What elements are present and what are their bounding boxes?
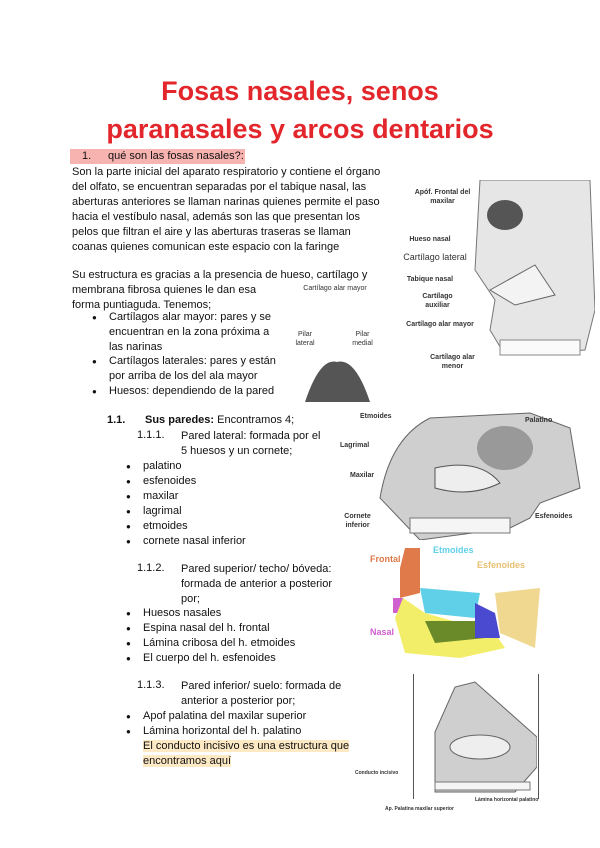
figure-label: Etmoides: [433, 545, 474, 555]
figure-label: Etmoides: [360, 413, 392, 420]
text-line: anterior a posterior por;: [181, 695, 296, 707]
figure-label: Lagrimal: [340, 442, 370, 449]
figure-label: Pilar medial: [352, 331, 373, 347]
list-item: ● Apof palatina del maxilar superior: [143, 709, 306, 724]
list-item: ● etmoides: [143, 519, 188, 534]
text-line: Su estructura es gracias a la presencia de hueso, cartílago y: [72, 269, 368, 281]
list-item: ● esfenoides: [143, 474, 196, 489]
list-item: ● Huesos nasales: [143, 606, 221, 621]
text-line: 5 huesos y un cornete;: [181, 445, 293, 457]
text-line: Pared lateral: formada por el: [181, 430, 321, 442]
text-line: hacia el vestíbulo nasal, además son las que presentan los: [72, 211, 361, 223]
figure-label: Ap. Palatina maxilar superior: [385, 806, 454, 812]
nasal-floor-figure: [355, 672, 575, 812]
figure-label: Palatino: [525, 417, 553, 424]
figure-label: Maxilar: [350, 472, 375, 479]
figure-label: Lámina horizontal palatino: [475, 797, 539, 803]
text-line: encuentran en la zona próxima a: [109, 326, 270, 338]
list-item: ● Espina nasal del h. frontal: [143, 621, 270, 636]
text-line: por arriba de los del ala mayor: [109, 370, 258, 382]
text-line: membrana fibrosa quienes le dan esa: [72, 284, 257, 296]
highlighted-note: [143, 739, 349, 769]
section-heading: [145, 414, 294, 426]
list-item: ● Lámina cribosa del h. etmoides: [143, 636, 295, 651]
text-line: Pared inferior/ suelo: formada de: [181, 680, 342, 692]
figure-label: Tabique nasal: [406, 276, 454, 283]
text-line: Son la parte inicial del aparato respiratorio y contiene el órgano: [72, 166, 381, 178]
text-line: formada de anterior a posterior: [181, 578, 333, 590]
figure-label: Pilar lateral: [295, 331, 315, 347]
list-item: ● maxilar: [143, 489, 178, 504]
list-item: ● lagrimal: [143, 504, 182, 519]
list-item: ● El cuerpo del h. esfenoides: [143, 651, 276, 666]
figure-label: Nasal: [370, 627, 395, 637]
nasal-floor-illustration: [415, 677, 537, 797]
list-item: [109, 384, 274, 399]
figure-label: Cartílago alar mayor: [303, 285, 367, 292]
figure-label: Hueso nasal: [409, 236, 451, 243]
heading-1: [70, 149, 245, 164]
heading-number: 1.: [82, 150, 92, 162]
title-line-2: paranasales y arcos dentarios: [106, 114, 494, 144]
section-number: 1.1.: [107, 414, 126, 426]
text-line: Sus paredes:: [145, 414, 215, 426]
text-line: forma puntiaguda. Tenemos;: [72, 299, 212, 311]
text-line: ● Cartílagos laterales: pares y están: [109, 355, 276, 367]
list-item: [109, 310, 271, 355]
list-item: [109, 354, 276, 384]
figure-label: Cartílago auxiliar: [422, 293, 453, 309]
figure-label: Cartílago alar mayor: [406, 321, 474, 328]
subsection-number: 1.1.1.: [137, 429, 165, 441]
text-line: ● Cartílagos alar mayor: pares y se: [109, 311, 272, 323]
text-line: coanas quienes comunican este espacio con la faringe: [72, 241, 340, 253]
text-line: por;: [181, 593, 200, 605]
alar-cartilage-figure: [290, 282, 385, 402]
list-item: ● cornete nasal inferior: [143, 534, 246, 549]
paragraph-1: [72, 165, 380, 255]
list-item: ● Lámina horizontal del h. palatino: [143, 724, 301, 739]
figure-label: Apóf. Frontal del maxilar: [414, 189, 471, 205]
figure-label: Conducto incisivo: [355, 770, 399, 776]
figure-label: Frontal: [370, 554, 401, 564]
title-line-1: Fosas nasales, senos: [161, 76, 439, 106]
subsection-text: [181, 562, 332, 607]
subsection-text: [181, 429, 320, 459]
text-line: ● Huesos: dependiendo de la pared: [109, 385, 275, 397]
subsection-number: 1.1.2.: [137, 562, 165, 574]
text-line: del olfato, se encuentran separadas por el tabique nasal, las: [72, 181, 367, 193]
figure-label: Cornete inferior: [344, 513, 371, 529]
subsection-number: 1.1.3.: [137, 679, 165, 691]
lateral-wall-figure: [340, 408, 585, 540]
text-line: aberturas anteriores se llaman narinas quienes permite el paso: [72, 196, 380, 208]
heading-text: qué son las fosas nasales?:: [108, 150, 244, 162]
nose-anatomy-figure: [395, 180, 595, 380]
figure-label: Cartílago alar menor: [430, 354, 475, 370]
text-line: pelos que filtran el aire y las aberturas traseras se llaman: [72, 226, 351, 238]
text-line: El conducto incisivo es una estructura que: [143, 740, 350, 752]
list-item: ● palatino: [143, 459, 182, 474]
text-line: Encontramos 4;: [214, 414, 295, 426]
figure-label: Esfenoides: [535, 513, 573, 520]
colored-bones-figure: [365, 543, 565, 668]
text-line: las narinas: [109, 341, 163, 353]
figure-label: Cartílago lateral: [403, 252, 467, 262]
text-line: encontramos aquí: [143, 755, 232, 767]
alar-cartilage-illustration: [300, 357, 375, 402]
subsection-text: [181, 679, 341, 709]
text-line: Pared superior/ techo/ bóveda:: [181, 563, 332, 575]
figure-label: Esfenoides: [477, 560, 526, 570]
